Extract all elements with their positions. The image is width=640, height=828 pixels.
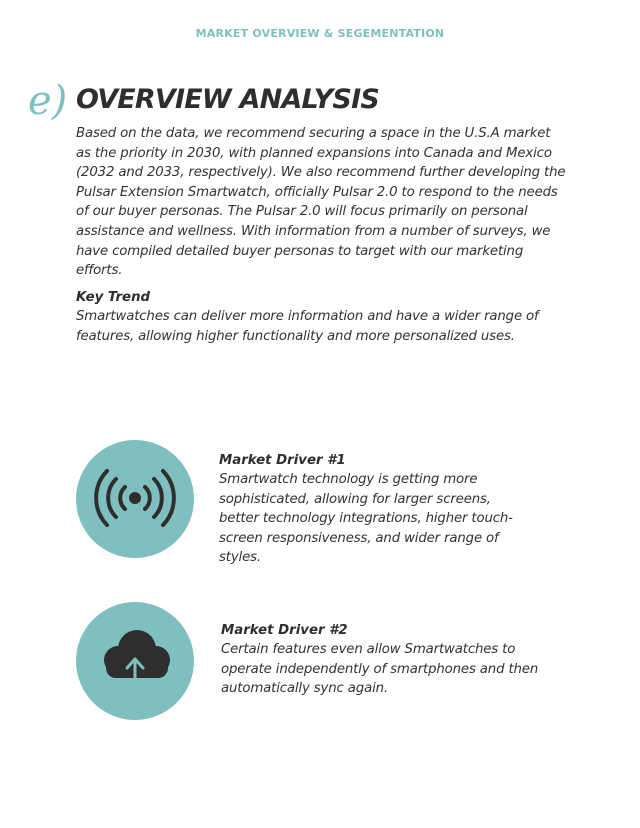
intro-paragraph: Based on the data, we recommend securing a space in the U.S.A market as the priority in 2030, with planned expansions into Canada and Mexico (2032 and 2033, respectively). We also recommend further developing the Pulsar Extension Smartwatch, officially Pulsar 2.0 to respond to the needs of our buyer personas. The Pulsar 2.0 will focus primarily on personal assistance and wellness. With information from a number of surveys, we have compiled detailed buyer personas to target with our marketing efforts.: [76, 126, 566, 279]
key-trend-heading: Key Trend: [76, 290, 151, 305]
market-driver-1-icon-circle: [76, 440, 194, 558]
market-driver-2-text: Certain features even allow Smartwatches to operate independently of smartphones and then automatically sync again.: [221, 642, 539, 697]
market-driver-1-heading: Market Driver #1: [219, 453, 346, 468]
page-header: MARKET OVERVIEW & SEGEMENTATION: [195, 27, 445, 40]
cloud-upload-icon: [76, 602, 194, 720]
broadcast-signal-icon: [76, 440, 194, 558]
section-title: OVERVIEW ANALYSIS: [76, 84, 379, 115]
market-driver-2-icon-circle: [76, 602, 194, 720]
section-letter: e): [28, 78, 68, 124]
market-driver-2-heading: Market Driver #2: [221, 623, 348, 638]
market-driver-1-text: Smartwatch technology is getting more sophisticated, allowing for larger screens, better technology integrations, higher touch-screen responsiveness, and wider range of styles.: [219, 472, 513, 566]
key-trend-text: Smartwatches can deliver more information and have a wider range of features, allowing higher functionality and more personalized uses.: [76, 309, 539, 344]
